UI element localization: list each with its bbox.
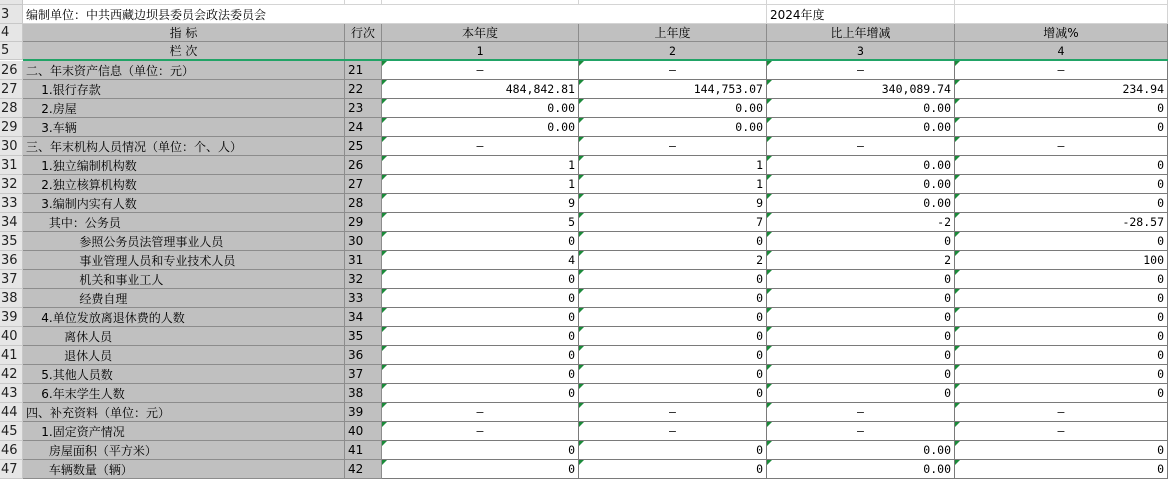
value-cell-2[interactable]: 1 [579, 175, 767, 194]
line-number-cell[interactable]: 31 [345, 251, 382, 270]
value-cell-1[interactable]: 9 [382, 194, 579, 213]
report-year-cell[interactable]: 2024年度 [767, 5, 955, 24]
value-cell-1[interactable]: 0 [382, 384, 579, 403]
row-number[interactable]: 39 [0, 308, 23, 327]
indicator-cell[interactable]: 二、年末资产信息（单位：元） [23, 61, 345, 80]
value-cell-2[interactable]: — [579, 403, 767, 422]
line-number-cell[interactable]: 38 [345, 384, 382, 403]
table-row [0, 403, 1168, 422]
value-cell-3[interactable]: 0 [767, 289, 955, 308]
indicator-cell[interactable]: 1.银行存款 [23, 80, 345, 99]
value-cell-3[interactable]: 0 [767, 365, 955, 384]
value-cell-2[interactable]: 0 [579, 327, 767, 346]
line-number-cell[interactable]: 21 [345, 61, 382, 80]
header-col-2[interactable]: 2 [579, 42, 767, 60]
value-cell-4[interactable]: — [955, 403, 1168, 422]
row-number[interactable]: 5 [0, 42, 23, 60]
indicator-cell[interactable]: 机关和事业工人 [23, 270, 345, 289]
value-cell-3[interactable]: — [767, 422, 955, 441]
value-cell-1[interactable]: 0.00 [382, 118, 579, 137]
row-number[interactable]: 38 [0, 289, 23, 308]
value-cell-2[interactable]: 0 [579, 460, 767, 479]
value-cell-1[interactable]: — [382, 403, 579, 422]
title-row [0, 5, 1168, 24]
indicator-cell[interactable]: 车辆数量（辆） [23, 460, 345, 479]
table-row [0, 118, 1168, 137]
table-row [0, 441, 1168, 460]
value-cell-3[interactable]: — [767, 61, 955, 80]
indicator-cell[interactable]: 5.其他人员数 [23, 365, 345, 384]
row-number[interactable]: 29 [0, 118, 23, 137]
table-row [0, 365, 1168, 384]
line-number-cell[interactable]: 42 [345, 460, 382, 479]
table-row [0, 460, 1168, 479]
line-number-cell[interactable]: 40 [345, 422, 382, 441]
indicator-cell[interactable]: 其中：公务员 [23, 213, 345, 232]
line-number-cell[interactable]: 39 [345, 403, 382, 422]
header-empty[interactable] [345, 42, 382, 60]
value-cell-1[interactable]: 1 [382, 175, 579, 194]
table-row [0, 99, 1168, 118]
value-cell-1[interactable]: 0 [382, 308, 579, 327]
column-index-row [0, 42, 1168, 60]
line-number-cell[interactable]: 35 [345, 327, 382, 346]
value-cell-4[interactable]: 0 [955, 308, 1168, 327]
table-row [0, 308, 1168, 327]
value-cell-1[interactable]: 0 [382, 327, 579, 346]
row-number[interactable]: 32 [0, 175, 23, 194]
value-cell-3[interactable]: 340,089.74 [767, 80, 955, 99]
table-row [0, 251, 1168, 270]
value-cell-4[interactable]: — [955, 137, 1168, 156]
line-number-cell[interactable]: 36 [345, 346, 382, 365]
table-row [0, 213, 1168, 232]
row-number[interactable]: 41 [0, 346, 23, 365]
empty-cell[interactable] [955, 5, 1168, 24]
value-cell-3[interactable]: 0 [767, 308, 955, 327]
line-number-cell[interactable]: 28 [345, 194, 382, 213]
value-cell-1[interactable]: 0 [382, 460, 579, 479]
row-number[interactable]: 35 [0, 232, 23, 251]
value-cell-2[interactable]: — [579, 61, 767, 80]
indicator-cell[interactable]: 经费自理 [23, 289, 345, 308]
row-number[interactable]: 45 [0, 422, 23, 441]
value-cell-2[interactable]: — [579, 422, 767, 441]
table-row [0, 137, 1168, 156]
value-cell-3[interactable]: -2 [767, 213, 955, 232]
value-cell-4[interactable]: 0 [955, 194, 1168, 213]
header-col-4[interactable]: 4 [955, 42, 1168, 60]
value-cell-4[interactable]: — [955, 422, 1168, 441]
value-cell-1[interactable]: 1 [382, 156, 579, 175]
value-cell-2[interactable]: 0 [579, 365, 767, 384]
value-cell-4[interactable]: 0 [955, 327, 1168, 346]
value-cell-3[interactable]: 0.00 [767, 118, 955, 137]
row-number[interactable]: 37 [0, 270, 23, 289]
value-cell-2[interactable]: 0.00 [579, 99, 767, 118]
line-number-cell[interactable]: 41 [345, 441, 382, 460]
table-row [0, 194, 1168, 213]
line-number-cell[interactable]: 23 [345, 99, 382, 118]
row-number[interactable]: 43 [0, 384, 23, 403]
indicator-cell[interactable]: 1.固定资产情况 [23, 422, 345, 441]
indicator-cell[interactable]: 四、补充资料（单位：元） [23, 403, 345, 422]
header-prior-year[interactable]: 上年度 [579, 24, 767, 42]
value-cell-4[interactable]: 0 [955, 441, 1168, 460]
value-cell-1[interactable]: 0 [382, 441, 579, 460]
value-cell-4[interactable]: 0 [955, 232, 1168, 251]
value-cell-4[interactable]: — [955, 61, 1168, 80]
line-number-cell[interactable]: 32 [345, 270, 382, 289]
table-row [0, 61, 1168, 80]
indicator-cell[interactable]: 退休人员 [23, 346, 345, 365]
value-cell-2[interactable]: 0 [579, 289, 767, 308]
row-number[interactable]: 34 [0, 213, 23, 232]
line-number-cell[interactable]: 30 [345, 232, 382, 251]
row-number[interactable]: 26 [0, 61, 23, 80]
row-number[interactable]: 4 [0, 24, 23, 42]
table-row [0, 80, 1168, 99]
value-cell-4[interactable]: 0 [955, 384, 1168, 403]
value-cell-3[interactable]: 0.00 [767, 441, 955, 460]
header-line-no[interactable]: 行次 [345, 24, 382, 42]
row-number[interactable]: 42 [0, 365, 23, 384]
header-current-year[interactable]: 本年度 [382, 24, 579, 42]
value-cell-2[interactable]: 0 [579, 232, 767, 251]
value-cell-4[interactable]: 0 [955, 99, 1168, 118]
line-number-cell[interactable]: 29 [345, 213, 382, 232]
row-number[interactable]: 40 [0, 327, 23, 346]
line-number-cell[interactable]: 27 [345, 175, 382, 194]
value-cell-1[interactable]: 0 [382, 232, 579, 251]
value-cell-1[interactable]: 0.00 [382, 99, 579, 118]
value-cell-2[interactable]: 0 [579, 384, 767, 403]
value-cell-2[interactable]: 9 [579, 194, 767, 213]
value-cell-1[interactable]: 5 [382, 213, 579, 232]
value-cell-4[interactable]: 0 [955, 460, 1168, 479]
row-number[interactable]: 33 [0, 194, 23, 213]
value-cell-4[interactable]: -28.57 [955, 213, 1168, 232]
value-cell-1[interactable]: 0 [382, 365, 579, 384]
indicator-cell[interactable]: 3.编制内实有人数 [23, 194, 345, 213]
value-cell-2[interactable]: 0 [579, 308, 767, 327]
value-cell-3[interactable]: 0.00 [767, 460, 955, 479]
value-cell-4[interactable]: 234.94 [955, 80, 1168, 99]
value-cell-3[interactable]: 0 [767, 384, 955, 403]
table-row [0, 346, 1168, 365]
indicator-cell[interactable]: 事业管理人员和专业技术人员 [23, 251, 345, 270]
header-column-label[interactable]: 栏 次 [23, 42, 345, 60]
value-cell-2[interactable]: 1 [579, 156, 767, 175]
value-cell-3[interactable]: 0.00 [767, 175, 955, 194]
value-cell-3[interactable]: — [767, 137, 955, 156]
table-row [0, 327, 1168, 346]
row-number[interactable]: 31 [0, 156, 23, 175]
row-number[interactable]: 44 [0, 403, 23, 422]
value-cell-1[interactable]: 0 [382, 346, 579, 365]
value-cell-1[interactable]: 0 [382, 289, 579, 308]
value-cell-2[interactable]: — [579, 137, 767, 156]
value-cell-3[interactable]: 0 [767, 327, 955, 346]
header-indicator[interactable]: 指 标 [23, 24, 345, 42]
table-row [0, 270, 1168, 289]
value-cell-2[interactable]: 0 [579, 441, 767, 460]
indicator-cell[interactable]: 1.独立编制机构数 [23, 156, 345, 175]
table-row [0, 289, 1168, 308]
row-number[interactable]: 47 [0, 460, 23, 479]
value-cell-2[interactable]: 0 [579, 270, 767, 289]
value-cell-3[interactable]: 2 [767, 251, 955, 270]
value-cell-4[interactable]: 0 [955, 270, 1168, 289]
value-cell-4[interactable]: 0 [955, 365, 1168, 384]
value-cell-2[interactable]: 0.00 [579, 118, 767, 137]
line-number-cell[interactable]: 26 [345, 156, 382, 175]
row-number[interactable]: 27 [0, 80, 23, 99]
value-cell-3[interactable]: — [767, 403, 955, 422]
value-cell-4[interactable]: 0 [955, 118, 1168, 137]
value-cell-1[interactable]: 4 [382, 251, 579, 270]
value-cell-1[interactable]: 484,842.81 [382, 80, 579, 99]
value-cell-2[interactable]: 0 [579, 346, 767, 365]
value-cell-3[interactable]: 0.00 [767, 156, 955, 175]
row-number[interactable]: 30 [0, 137, 23, 156]
value-cell-3[interactable]: 0.00 [767, 99, 955, 118]
value-cell-3[interactable]: 0 [767, 346, 955, 365]
indicator-cell[interactable]: 参照公务员法管理事业人员 [23, 232, 345, 251]
line-number-cell[interactable]: 25 [345, 137, 382, 156]
line-number-cell[interactable]: 34 [345, 308, 382, 327]
value-cell-1[interactable]: — [382, 61, 579, 80]
indicator-cell[interactable]: 房屋面积（平方米） [23, 441, 345, 460]
line-number-cell[interactable]: 22 [345, 80, 382, 99]
indicator-cell[interactable]: 离休人员 [23, 327, 345, 346]
indicator-cell[interactable]: 3.车辆 [23, 118, 345, 137]
row-number[interactable]: 28 [0, 99, 23, 118]
indicator-cell[interactable]: 6.年末学生人数 [23, 384, 345, 403]
row-number[interactable]: 46 [0, 441, 23, 460]
header-col-3[interactable]: 3 [767, 42, 955, 60]
value-cell-3[interactable]: 0 [767, 270, 955, 289]
indicator-cell[interactable]: 三、年末机构人员情况（单位：个、人） [23, 137, 345, 156]
value-cell-4[interactable]: 0 [955, 289, 1168, 308]
table-row [0, 422, 1168, 441]
header-change-pct[interactable]: 增减% [955, 24, 1168, 42]
table-row [0, 232, 1168, 251]
value-cell-2[interactable]: 2 [579, 251, 767, 270]
line-number-cell[interactable]: 37 [345, 365, 382, 384]
line-number-cell[interactable]: 33 [345, 289, 382, 308]
value-cell-4[interactable]: 0 [955, 346, 1168, 365]
row-number[interactable]: 36 [0, 251, 23, 270]
value-cell-3[interactable]: 0.00 [767, 194, 955, 213]
table-row [0, 175, 1168, 194]
indicator-cell[interactable]: 2.独立核算机构数 [23, 175, 345, 194]
value-cell-1[interactable]: — [382, 422, 579, 441]
value-cell-2[interactable]: 144,753.07 [579, 80, 767, 99]
header-change[interactable]: 比上年增减 [767, 24, 955, 42]
value-cell-4[interactable]: 0 [955, 156, 1168, 175]
value-cell-4[interactable]: 0 [955, 175, 1168, 194]
indicator-cell[interactable]: 4.单位发放离退休费的人数 [23, 308, 345, 327]
row-number[interactable]: 3 [0, 5, 23, 24]
table-row [0, 384, 1168, 403]
value-cell-3[interactable]: 0 [767, 232, 955, 251]
value-cell-2[interactable]: 7 [579, 213, 767, 232]
header-col-1[interactable]: 1 [382, 42, 579, 60]
indicator-cell[interactable]: 2.房屋 [23, 99, 345, 118]
unit-label-cell[interactable]: 编制单位：中共西藏边坝县委员会政法委员会 [23, 5, 767, 24]
value-cell-1[interactable]: 0 [382, 270, 579, 289]
table-row [0, 156, 1168, 175]
value-cell-1[interactable]: — [382, 137, 579, 156]
value-cell-4[interactable]: 100 [955, 251, 1168, 270]
column-header-row [0, 24, 1168, 42]
line-number-cell[interactable]: 24 [345, 118, 382, 137]
